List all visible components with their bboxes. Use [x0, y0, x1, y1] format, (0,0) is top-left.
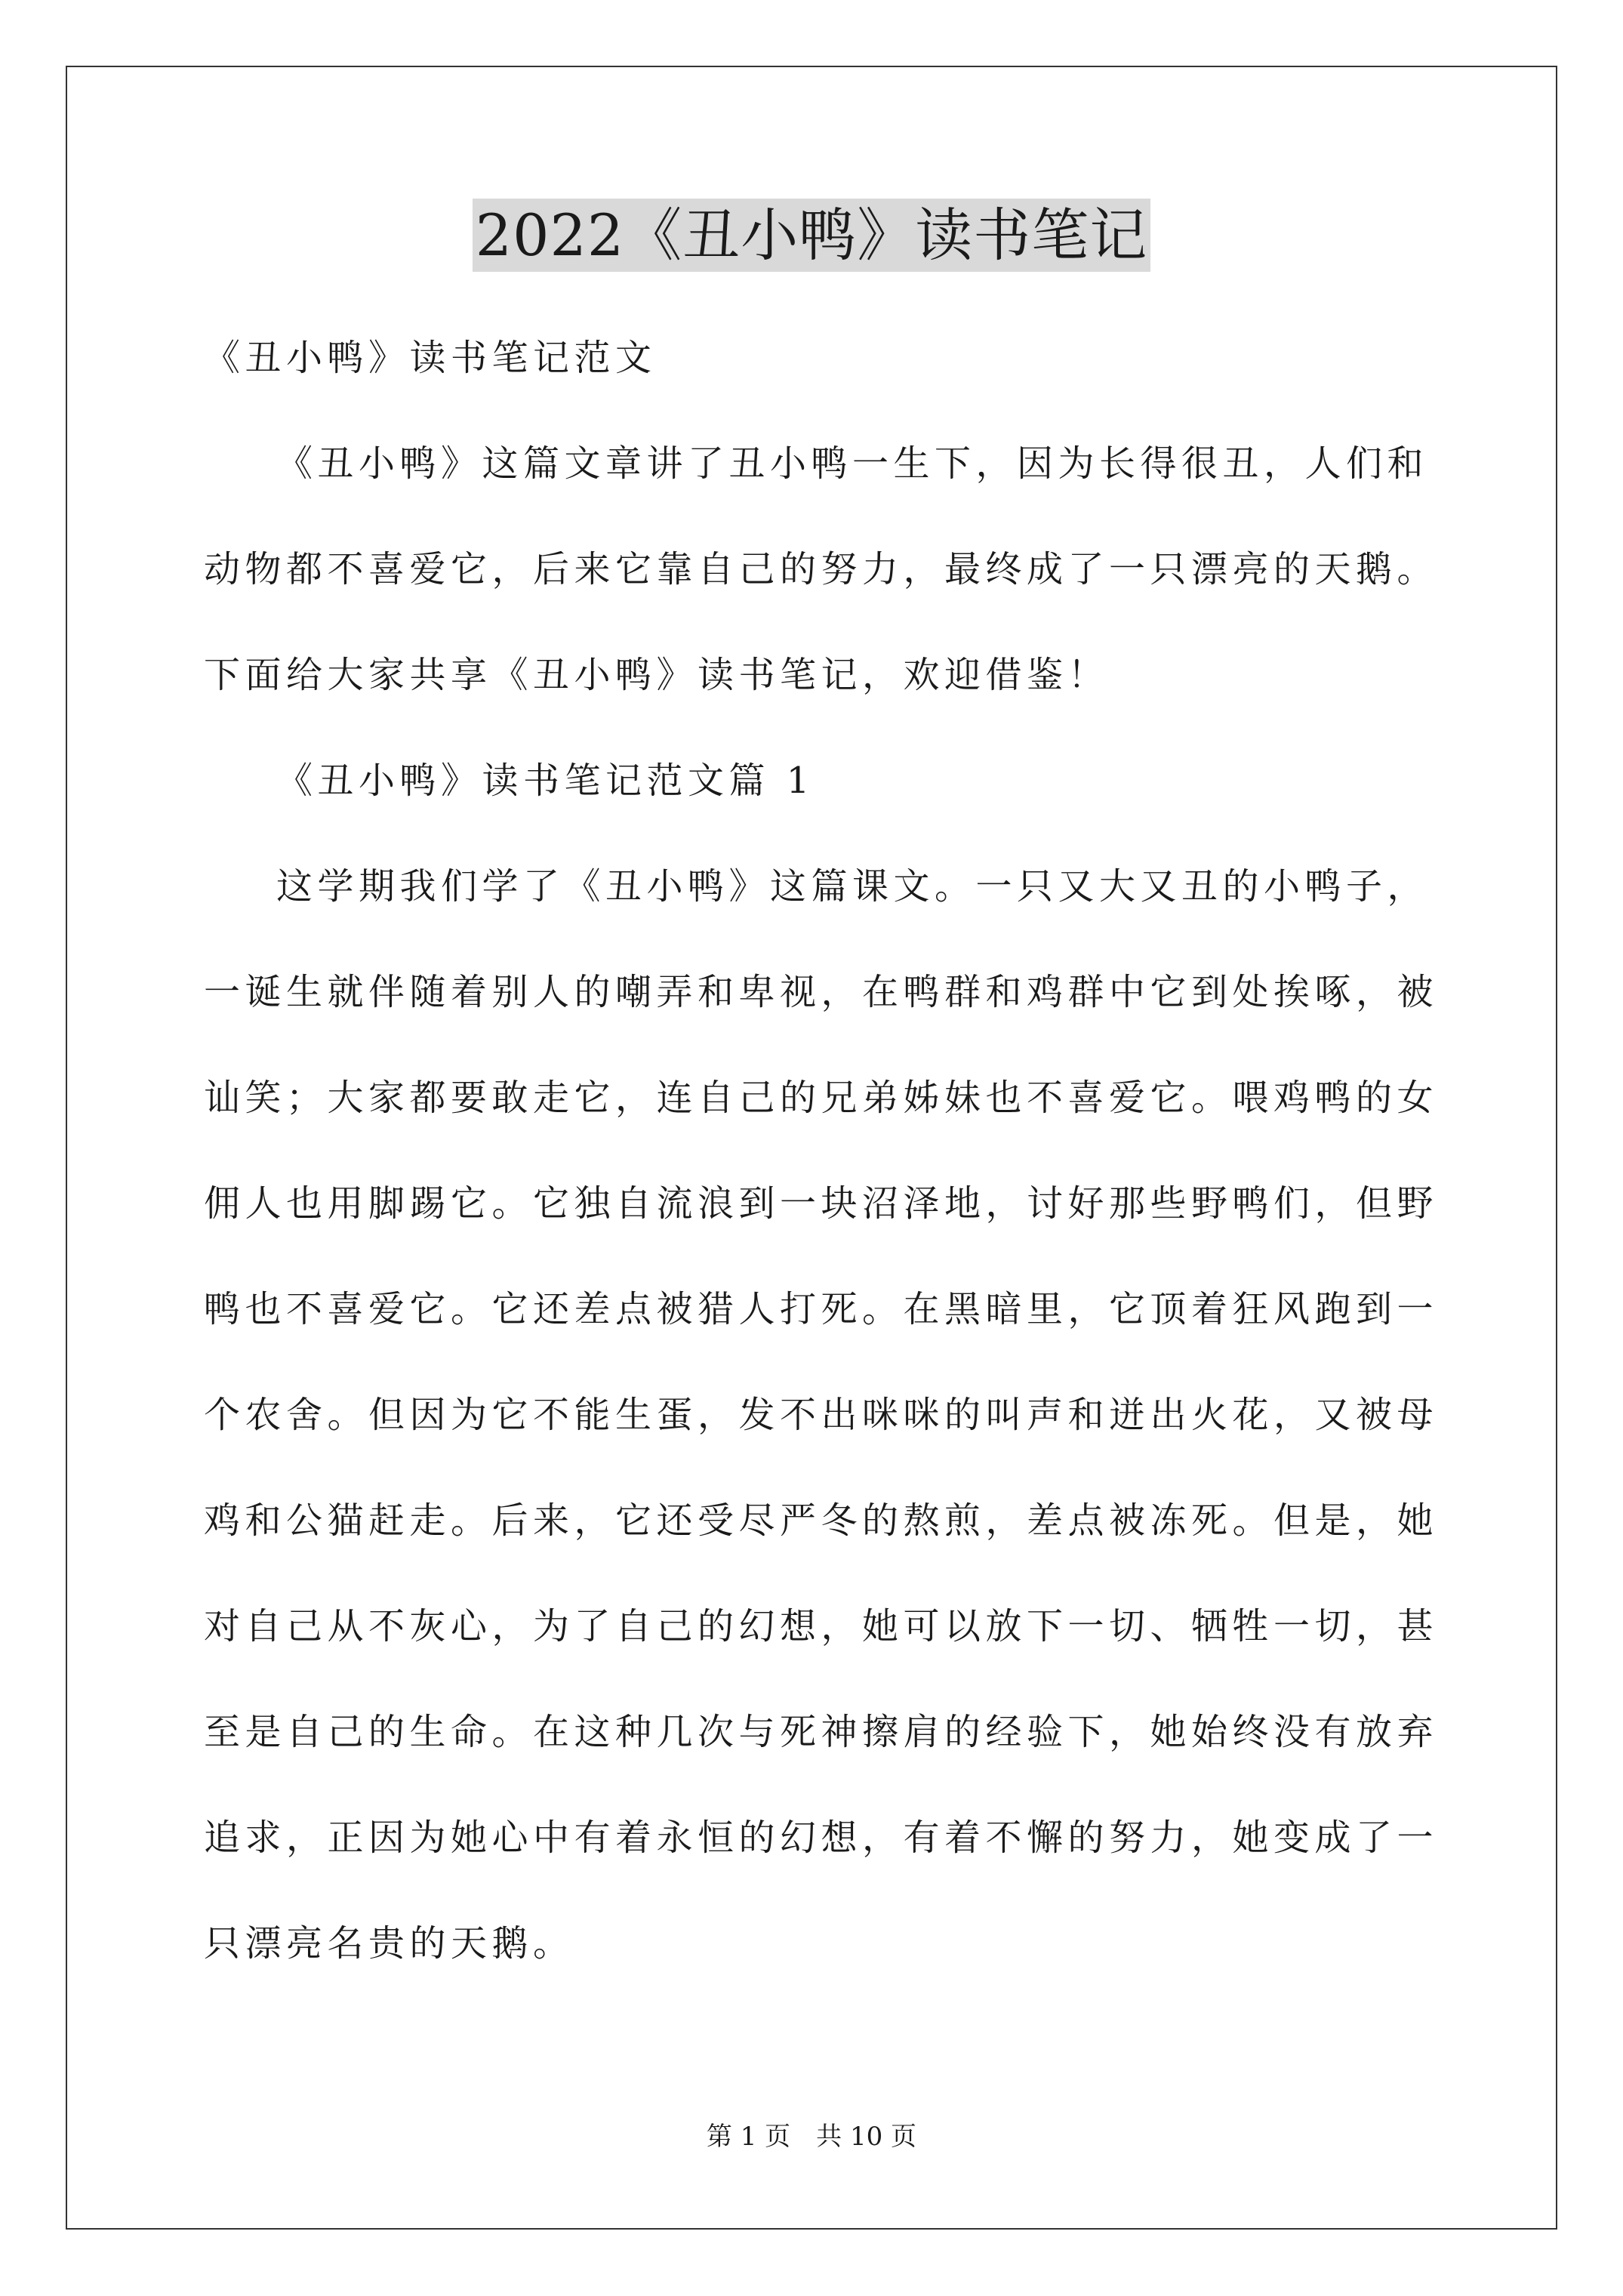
body-line: 对自己从不灰心，为了自己的幻想，她可以放下一切、牺牲一切，甚 — [204, 1605, 1439, 1647]
body-line: 一诞生就伴随着别人的嘲弄和卑视，在鸭群和鸡群中它到处挨啄，被 — [204, 971, 1439, 1013]
subtitle: 《丑小鸭》读书笔记范文 — [204, 337, 657, 379]
body-line: 这学期我们学了《丑小鸭》这篇课文。一只又大又丑的小鸭子， — [276, 865, 1429, 908]
body-line: 鸭也不喜爱它。它还差点被猎人打死。在黑暗里，它顶着狂风跑到一 — [204, 1288, 1439, 1330]
intro-line: 动物都不喜爱它，后来它靠自己的努力，最终成了一只漂亮的天鹅。 — [204, 548, 1439, 590]
intro-line: 《丑小鸭》这篇文章讲了丑小鸭一生下，因为长得很丑，人们和 — [276, 442, 1429, 485]
body-line: 讪笑；大家都要敢走它，连自己的兄弟姊妹也不喜爱它。喂鸡鸭的女 — [204, 1077, 1439, 1119]
document-body — [204, 305, 1439, 1996]
page-footer — [0, 2122, 1623, 2152]
body-line: 个农舍。但因为它不能生蛋，发不出咪咪的叫声和迸出火花，又被母 — [204, 1394, 1439, 1436]
body-line: 只漂亮名贵的天鹅。 — [204, 1922, 574, 1965]
intro-line: 下面给大家共享《丑小鸭》读书笔记，欢迎借鉴！ — [204, 654, 1110, 696]
body-line: 至是自己的生命。在这种几次与死神擦肩的经验下，她始终没有放弃 — [204, 1711, 1439, 1753]
document-title — [0, 198, 1623, 273]
document-title-text: 2022《丑小鸭》读书笔记 — [473, 199, 1150, 272]
body-line: 追求，正因为她心中有着永恒的幻想，有着不懈的努力，她变成了一 — [204, 1817, 1439, 1859]
section-heading: 《丑小鸭》读书笔记范文篇 1 — [276, 760, 815, 802]
body-line: 佣人也用脚踢它。它独自流浪到一块沼泽地，讨好那些野鸭们，但野 — [204, 1182, 1439, 1225]
page-number: 第 1 页 — [706, 2122, 791, 2152]
page-total: 共 10 页 — [816, 2122, 917, 2152]
body-line: 鸡和公猫赶走。后来，它还受尽严冬的熬煎，差点被冻死。但是，她 — [204, 1499, 1439, 1542]
